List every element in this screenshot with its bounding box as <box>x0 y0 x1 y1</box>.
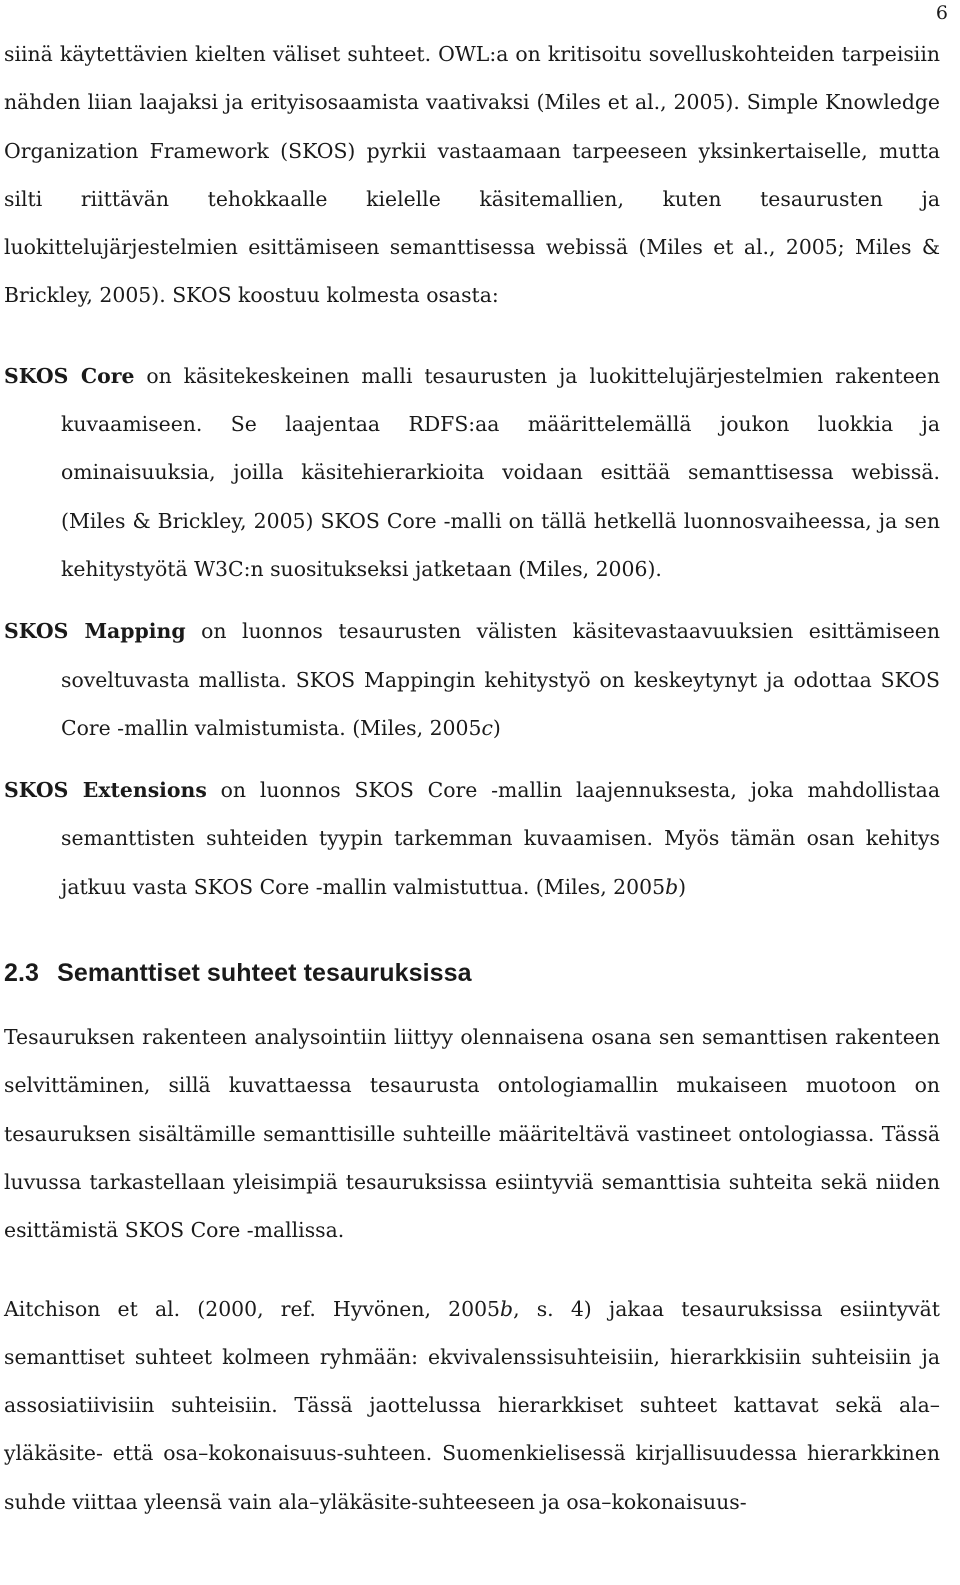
page-number: 6 <box>935 2 948 24</box>
citation-close: ) <box>678 874 687 899</box>
definition-text: on luonnos tesaurusten välisten käsitevastaavuuksien esittämiseen soveltuvasta mallista. SKOS Mappingin kehitystyö on keskeytynyt ja odottaa SKOS Core -mallin valmistumista. (Miles, 2005 <box>61 619 940 740</box>
definition-skos-extensions <box>4 766 940 911</box>
citation-suffix: c <box>481 715 493 740</box>
section-title: Semanttiset suhteet tesauruksissa <box>57 959 472 988</box>
lead-paragraph: siinä käytettävien kielten väliset suhteet. OWL:a on kritisoitu sovelluskohteiden tarpeisiin nähden liian laajaksi ja erityisosaamista vaativaksi (Miles et al., 2005). Simple Knowledge Organization Framework (SKOS) pyrkii vastaamaan tarpeeseen yksinkertaiselle, mutta silti riittävän tehokkaalle kielelle käsitemallien, kuten tesaurusten ja luokittelujärjestelmien esittämiseen semanttisessa webissä (Miles et al., 2005; Miles & Brickley, 2005). SKOS koostuu kolmesta osasta: <box>4 42 940 308</box>
definition-text: on käsitekeskeinen malli tesaurusten ja luokittelujärjestelmien rakenteen kuvaamiseen. Se laajentaa RDFS:aa määrittelemällä joukon luokkia ja ominaisuuksia, joilla käsitehierarkioita voidaan esittää semanttisessa webissä. (Miles & Brickley, 2005) SKOS Core -malli on tällä hetkellä luonnosvaiheessa, ja sen kehitystyötä W3C:n suositukseksi jatketaan (Miles, 2006). <box>61 363 940 581</box>
body-paragraph <box>4 1285 940 1526</box>
paragraph-text: , s. 4) jakaa tesauruksissa esiintyvät semanttiset suhteet kolmeen ryhmään: ekvivalenssisuhteisiin, hierarkkisiin suhteisiin ja assosiatiivisiin suhteisiin. Tässä jaottelussa hierarkkiset suhteet kattavat sekä ala–yläkäsite- että osa–kokonaisuus-suhteen. Suomenkielisessä kirjallisuudessa hierarkkinen suhde viittaa yleensä vain ala–yläkäsite-suhteeseen ja osa–kokonaisuus- <box>4 1296 940 1514</box>
document-page <box>4 30 940 1526</box>
body-paragraph: Tesauruksen rakenteen analysointiin liittyy olennaisena osana sen semanttisen rakenteen selvittäminen, sillä kuvattaessa tesaurusta ontologiamallin mukaiseen muotoon on tesauruksen sisältämille semanttisille suhteille määriteltävä vastineet ontologiassa. Tässä luvussa tarkastellaan yleisimpiä tesauruksissa esiintyviä semanttisia suhteita sekä niiden esittämistä SKOS Core -mallissa. <box>4 1025 940 1243</box>
citation-suffix: b <box>500 1296 514 1321</box>
definition-term: SKOS Extensions <box>4 778 207 803</box>
citation-suffix: b <box>665 874 679 899</box>
definition-skos-mapping <box>4 607 940 752</box>
definition-term: SKOS Core <box>4 363 135 388</box>
paragraph-text: Aitchison et al. (2000, ref. Hyvönen, 2005 <box>4 1296 501 1321</box>
definition-list <box>4 352 940 911</box>
definition-text: on luonnos SKOS Core -mallin laajennuksesta, joka mahdollistaa semanttisten suhteiden tyypin tarkemman kuvaamisen. Myös tämän osan kehitys jatkuu vasta SKOS Core -mallin valmistuttua. (Miles, 2005 <box>61 778 940 899</box>
section-heading <box>4 953 940 993</box>
citation-close: ) <box>492 715 501 740</box>
section-number: 2.3 <box>4 959 40 988</box>
definition-skos-core <box>4 352 940 593</box>
definition-term: SKOS Mapping <box>4 619 186 644</box>
